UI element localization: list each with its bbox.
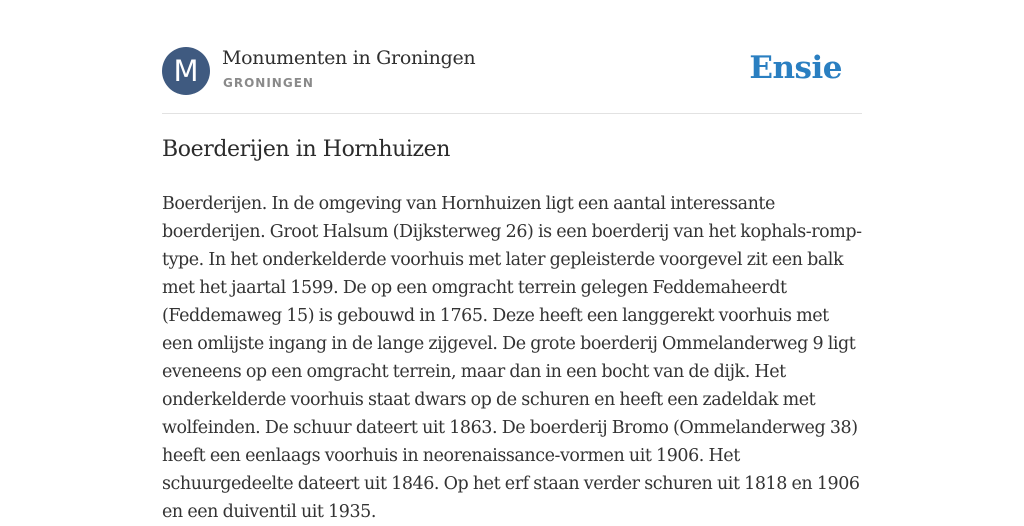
site-title[interactable]: Monumenten in Groningen (222, 47, 476, 69)
avatar[interactable]: M (162, 47, 210, 95)
article-title: Boerderijen in Hornhuizen (162, 137, 451, 162)
header-divider (162, 113, 862, 114)
article-body: Boerderijen. In de omgeving van Hornhuizen ligt een aantal interessante boerderijen. Groot Halsum (Dijksterweg 26) is een boerderij van het kophals-romp-type. In het onderkelderde voorhuis met later gepleisterde voorgevel zit een balk met het jaartal 1599. De op een omgracht terrein gelegen Feddemaheerdt (Feddemaweg 15) is gebouwd in 1765. Deze heeft een langgerekt voorhuis met een omlijste ingang in de lange zijgevel. De grote boerderij Ommelanderweg 9 ligt eveneens op een omgracht terrein, maar dan in een bocht van de dijk. Het onderkelderde voorhuis staat dwars op de schuren en heeft een zadeldak met wolfeinden. De schuur dateert uit 1863. De boerderij Bromo (Ommelanderweg 38) heeft een eenlaags voorhuis in neorenaissance-vormen uit 1906. Het schuurgedeelte dateert uit 1846. Op het erf staan verder schuren uit 1818 en 1906 en een duiventil uit 1935. (162, 194, 862, 522)
page-header (162, 46, 862, 96)
brand-logo[interactable]: Ensie (749, 50, 842, 86)
site-subtitle[interactable]: GRONINGEN (223, 76, 314, 90)
